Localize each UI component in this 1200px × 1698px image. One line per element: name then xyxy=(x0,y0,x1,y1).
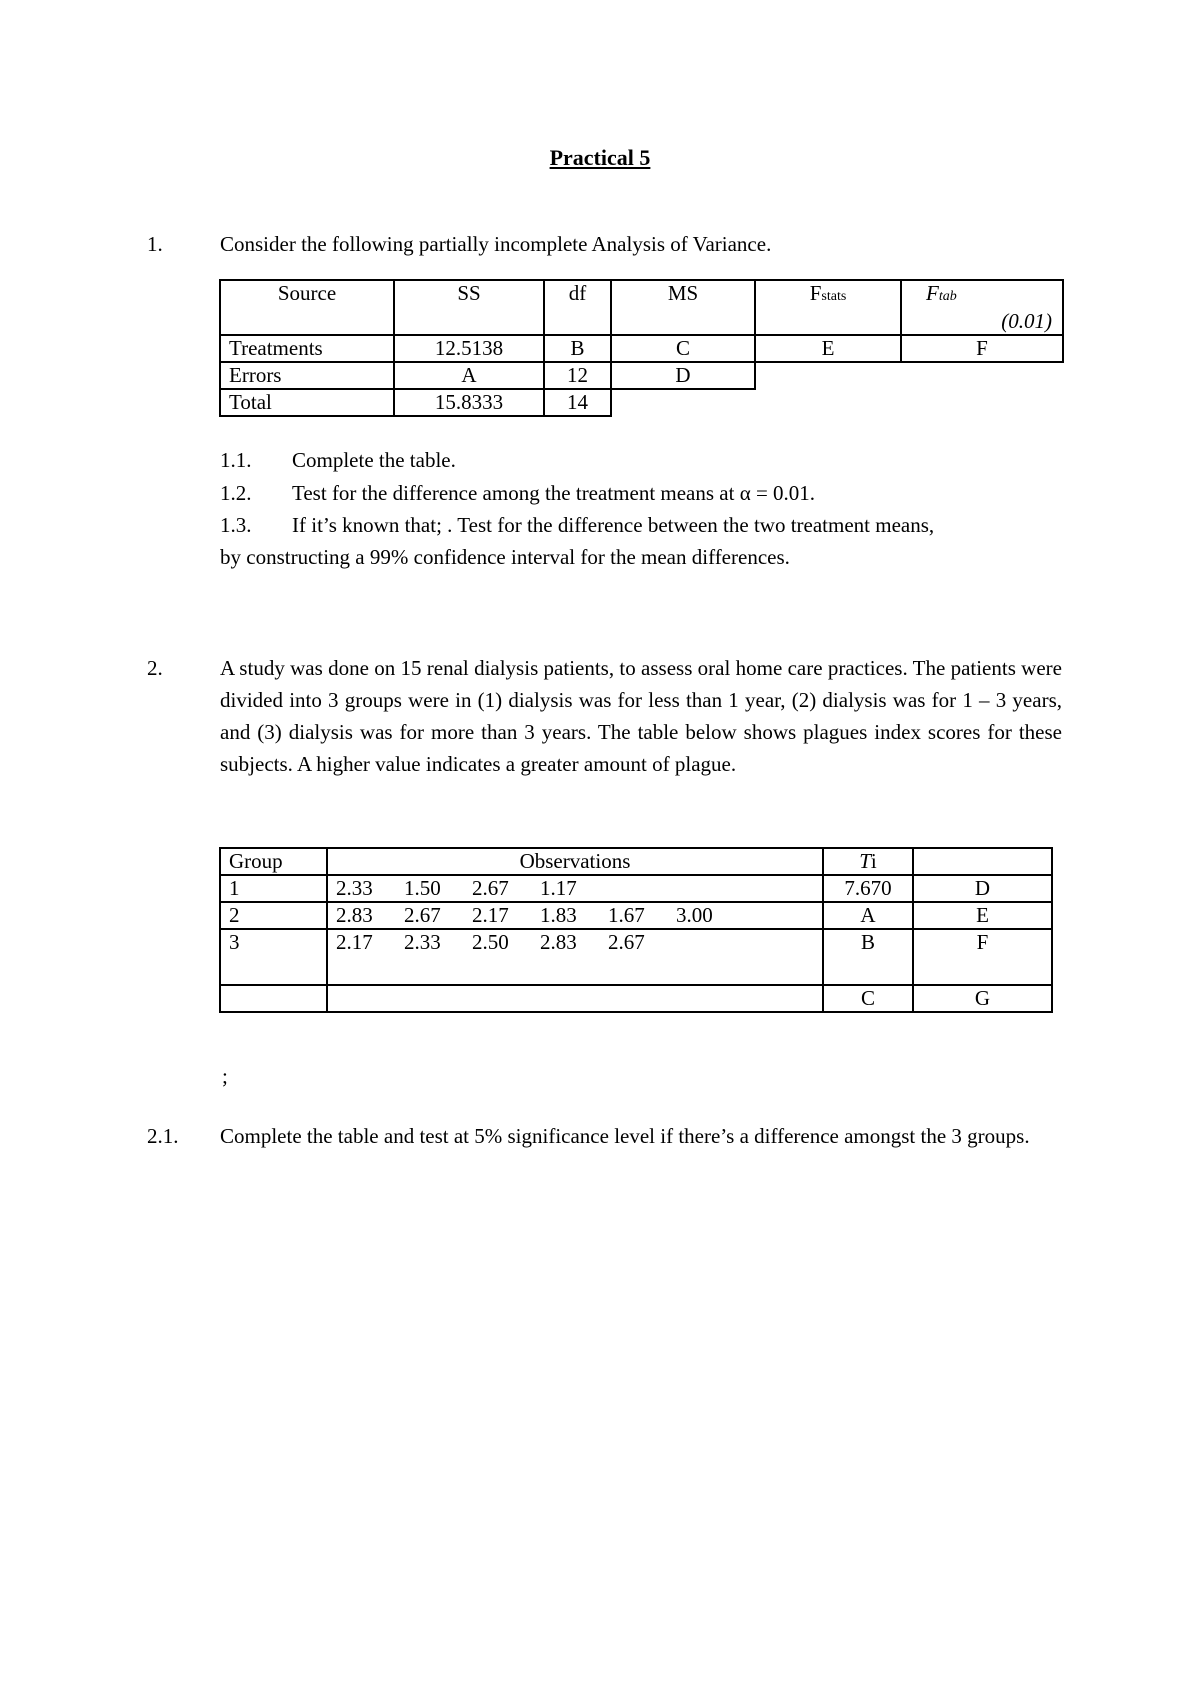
cell-last: D xyxy=(913,875,1052,902)
observations-table xyxy=(219,847,1053,1013)
ftab-alpha: (0.01) xyxy=(1001,309,1052,333)
table-row xyxy=(220,929,1052,985)
obs-header-row xyxy=(220,848,1052,875)
obs-value: 2.67 xyxy=(404,903,441,927)
q1-sub1-number: 1.1. xyxy=(220,448,252,472)
cell-fstats: E xyxy=(755,335,901,362)
header-df: df xyxy=(544,280,611,335)
header-ftab xyxy=(901,280,1063,335)
cell-df: 12 xyxy=(544,362,611,389)
fstats-main: F xyxy=(809,281,822,305)
header-group: Group xyxy=(220,848,327,875)
cell-observations xyxy=(327,929,823,985)
header-ti xyxy=(823,848,913,875)
table-row xyxy=(220,902,1052,929)
header-ss: SS xyxy=(394,280,544,335)
fstats-sub: stats xyxy=(821,289,847,304)
cell-df: 14 xyxy=(544,389,611,416)
header-last xyxy=(913,848,1052,875)
ti-main: T xyxy=(859,849,871,873)
ftab-sub: tab xyxy=(938,289,957,304)
obs-value: 2.17 xyxy=(336,930,373,954)
q1-sub3-text: If it’s known that; . Test for the difference between the two treatment means, xyxy=(292,513,935,537)
table-row xyxy=(220,335,1063,362)
q2-text: A study was done on 15 renal dialysis patients, to assess oral home care practices. The patients were divided into 3 groups were in (1) dialysis was for less than 1 year, (2) dialysis was for 1 – 3 years, and (3) dialysis was for more than 3 years. The table below shows plagues index scores for these subjects. A higher value indicates a greater amount of plague. xyxy=(220,656,1062,776)
cell-source: Treatments xyxy=(220,335,394,362)
q1-sub3-continuation: by constructing a 99% confidence interval for the mean differences. xyxy=(220,545,790,569)
cell-last-total: G xyxy=(913,985,1052,1012)
anova-table xyxy=(219,279,1064,417)
cell-ss: A xyxy=(394,362,544,389)
anova-header-row xyxy=(220,280,1063,335)
obs-value: 2.17 xyxy=(472,903,509,927)
ti-sub: i xyxy=(870,849,877,873)
cell-source: Total xyxy=(220,389,394,416)
obs-value: 2.67 xyxy=(608,930,645,954)
cell-group: 1 xyxy=(220,875,327,902)
q1-text: Consider the following partially incomplete Analysis of Variance. xyxy=(220,232,772,256)
obs-value: 2.33 xyxy=(404,930,441,954)
q1-sub2-text: Test for the difference among the treatment means at α = 0.01. xyxy=(292,481,816,505)
q1-sub1-text: Complete the table. xyxy=(292,448,456,472)
table-row xyxy=(220,362,1063,389)
cell-ti: B xyxy=(823,929,913,985)
header-fstats xyxy=(755,280,901,335)
cell-source: Errors xyxy=(220,362,394,389)
header-source: Source xyxy=(220,280,394,335)
cell-last: E xyxy=(913,902,1052,929)
obs-value: 2.50 xyxy=(472,930,509,954)
header-ms: MS xyxy=(611,280,755,335)
q1-sub2-number: 1.2. xyxy=(220,481,252,505)
obs-value: 2.33 xyxy=(336,876,373,900)
cell-ti: A xyxy=(823,902,913,929)
obs-value: 3.00 xyxy=(676,903,713,927)
obs-value: 2.83 xyxy=(336,903,373,927)
cell-df: B xyxy=(544,335,611,362)
page-title: Practical 5 xyxy=(549,145,651,170)
q1-number: 1. xyxy=(147,232,163,256)
q2-number: 2. xyxy=(147,656,163,680)
cell-ss: 12.5138 xyxy=(394,335,544,362)
obs-value: 1.17 xyxy=(540,876,577,900)
obs-value: 1.83 xyxy=(540,903,577,927)
cell-observations xyxy=(327,902,823,929)
cell-ms: C xyxy=(611,335,755,362)
cell-group: 3 xyxy=(220,929,327,985)
cell-ftab: F xyxy=(901,335,1063,362)
obs-value: 1.50 xyxy=(404,876,441,900)
table-total-row xyxy=(220,985,1052,1012)
table-row xyxy=(220,389,1063,416)
ftab-main: F xyxy=(926,281,939,305)
semicolon-text: ; xyxy=(222,1064,228,1088)
obs-value: 1.67 xyxy=(608,903,645,927)
cell-last: F xyxy=(913,929,1052,985)
cell-observations xyxy=(327,875,823,902)
cell-ti-total: C xyxy=(823,985,913,1012)
cell-group: 2 xyxy=(220,902,327,929)
obs-value: 2.83 xyxy=(540,930,577,954)
q1-sub3-number: 1.3. xyxy=(220,513,252,537)
table-row xyxy=(220,875,1052,902)
q2-sub1-number: 2.1. xyxy=(147,1124,179,1148)
cell-ti: 7.670 xyxy=(823,875,913,902)
q2-sub1-text: Complete the table and test at 5% significance level if there’s a difference amongst the 3 groups. xyxy=(220,1124,1030,1148)
cell-ss: 15.8333 xyxy=(394,389,544,416)
header-observations: Observations xyxy=(327,848,823,875)
cell-ms: D xyxy=(611,362,755,389)
obs-value: 2.67 xyxy=(472,876,509,900)
